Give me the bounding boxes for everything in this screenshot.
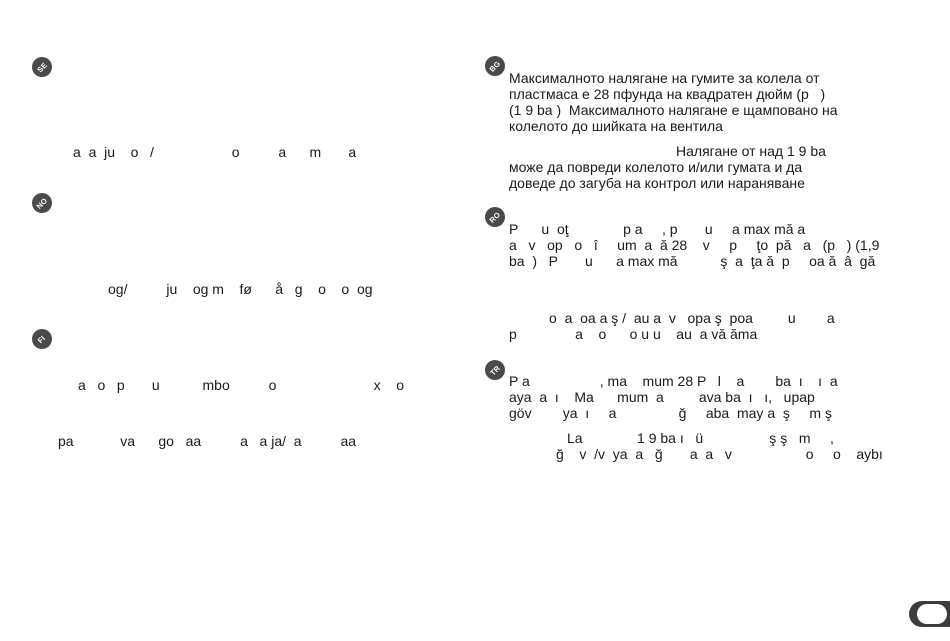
language-badge-fi: FI bbox=[32, 329, 52, 349]
fi-text-line-2: pa va go aa a a ja/ a aa bbox=[58, 433, 357, 449]
bg-warning-line-1: Налягане от над 1 9 ba bbox=[676, 143, 826, 159]
bg-text-line-3: (1 9 ba ) Максималното налягане е щамповано на bbox=[509, 102, 838, 118]
tr-warning-line-2: ğ v /v ya a ğ a a v o o aybı bbox=[556, 446, 883, 462]
ro-text-line-1: P u oţ p a , p u a max mă a bbox=[509, 221, 806, 237]
se-text-line: a a ju o / o a m a bbox=[73, 144, 357, 160]
ro-text-line-2: a v op o î um a ă 28 v p ţo pă a (p ) (1,9 bbox=[509, 237, 880, 253]
no-text-line: og/ ju og m fø å g o o og bbox=[108, 281, 373, 297]
ro-text-line-3: ba ) P u a max mă ş a ţa ă p oa ă â gă bbox=[509, 253, 876, 269]
language-badge-se: SE bbox=[32, 57, 52, 77]
bg-text-line-1: Максималното налягане на гумите за колела от bbox=[509, 70, 820, 86]
tr-text-line-3: göv ya ı a ğ aba may a ş m ş bbox=[509, 405, 832, 421]
tr-warning-line-1: La 1 9 ba ı ü ş ş m , bbox=[567, 430, 834, 446]
language-badge-no: NO bbox=[32, 193, 52, 213]
language-badge-bg: BG bbox=[485, 56, 505, 76]
tr-text-line-1: P a , ma mum 28 P l a ba ı ı a bbox=[509, 373, 838, 389]
bg-warning-line-3: доведе до загуба на контрол или нараняване bbox=[509, 175, 805, 191]
language-badge-tr: TR bbox=[485, 360, 505, 380]
bg-text-line-4: колелото до шийката на вентила bbox=[509, 118, 723, 134]
page-number-tab-inner bbox=[917, 604, 947, 624]
language-badge-ro: RO bbox=[485, 207, 505, 227]
bg-warning-line-2: може да повреди колелото и/или гумата и да bbox=[509, 159, 803, 175]
fi-text-line-1: a o p u mbo o x o bbox=[78, 377, 404, 393]
bg-text-line-2: пластмаса е 28 пфунда на квадратен дюйм (p ) bbox=[509, 86, 826, 102]
ro-warning-line-1: o a oa a ş / au a v opa ş poa u a bbox=[549, 310, 835, 326]
ro-warning-line-2: p a o o u u au a vă ăma bbox=[509, 326, 758, 342]
tr-text-line-2: aya a ı Ma mum a ava ba ı ı, upap bbox=[509, 389, 815, 405]
